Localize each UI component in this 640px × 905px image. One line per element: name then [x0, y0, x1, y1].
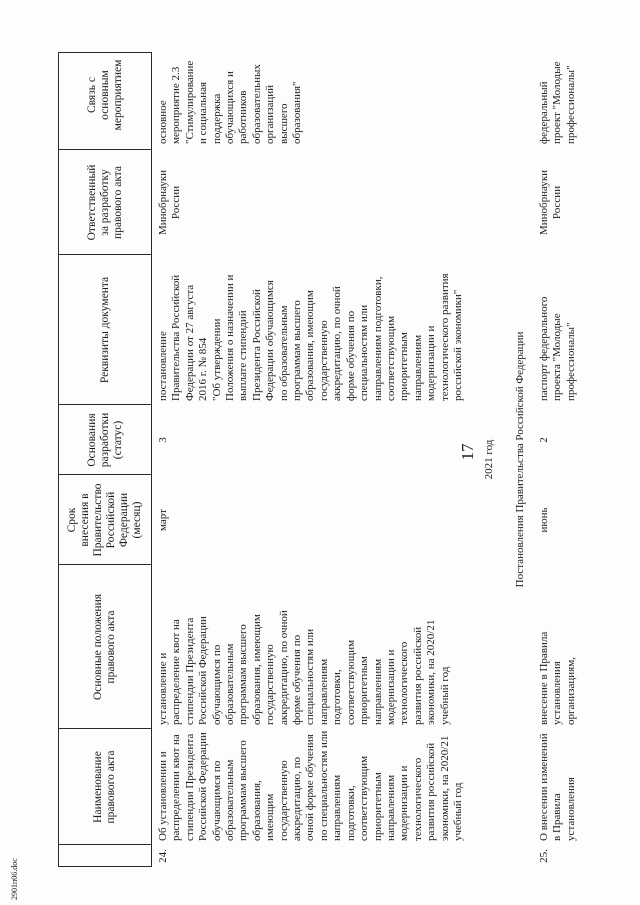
section-act-type: Постановления Правительства Российской Федерации — [514, 331, 526, 588]
header-main-provisions: Основные положения правового акта — [92, 593, 117, 701]
act-name: Об установлении и распределении квот на стипендии Президента Российской Федерации обучающимся по образовательным программам высшего образования, имеющим государственную аккредитацию, по очной форме обучения по специальностям или направлениям подготовки, соответствующим приоритетным направлениям модернизации и технологического развития российской экономики, на 2020/21 учебный год — [157, 730, 464, 841]
header-document-details: Реквизиты документа — [98, 276, 111, 384]
submission-month: июнь — [538, 507, 550, 533]
row-number: 24. — [157, 849, 169, 863]
header-number — [59, 845, 151, 867]
section-year: 2021 год — [483, 439, 495, 480]
header-responsible: Ответственный за разработку правового акта — [85, 164, 124, 241]
development-basis: 3 — [157, 437, 169, 443]
main-provisions: установление и распределение квот на стипендии Президента Российской Федерации обучающимся по образовательным программам высшего образования, имеющим государственную аккредитацию, по очной форме обучения по специальностям или направлениям подготовки, соответствующим приоритетным направлениям модернизации и технологического развития российской экономики, на 2020/21 учебный год — [157, 610, 451, 725]
header-development-basis: Основания разработки (статус) — [85, 412, 124, 468]
related-measure: федеральный проект "Молодые профессионалы" — [538, 61, 577, 144]
related-measure: основное мероприятие 2.3 "Стимулирование и социальная поддержка обучающихся и работников образовательных организаций высшего образования" — [157, 60, 304, 144]
footer-filename: 2901п06.doc — [10, 858, 19, 900]
development-basis: 2 — [538, 437, 550, 443]
document-details: паспорт федерального проекта "Молодые профессионалы" — [538, 296, 577, 401]
act-name: О внесении изменений в Правила установления — [538, 733, 577, 841]
responsible-agency: Минобрнауки России — [157, 169, 183, 236]
page-number: 17 — [458, 443, 477, 461]
submission-month: март — [157, 509, 169, 531]
document-details: постановление Правительства Российской Федерации от 27 августа 2016 г. № 854 "Об утверждении Положения о назначении и выплате стипендий Президента Российской Федерации обучающимся по образовательным программам высшего образования, имеющим государственную аккредитацию, по очной форме обучения по специальностям или направлениям подготовки, соответствующим приоритетным направлениям модернизации и технологического развития российской экономики" — [157, 273, 464, 401]
row-number: 25. — [538, 849, 550, 863]
responsible-agency: Минобрнауки России — [538, 169, 564, 236]
header-link-to-measure: Связь с основным мероприятием — [85, 59, 124, 131]
header-act-name: Наименование правового акта — [92, 750, 117, 824]
main-provisions: внесение в Правила установления организациям, — [538, 631, 577, 725]
header-submission-deadline: Срок внесения в Правительство Российской Федерации (месяц) — [66, 483, 143, 557]
